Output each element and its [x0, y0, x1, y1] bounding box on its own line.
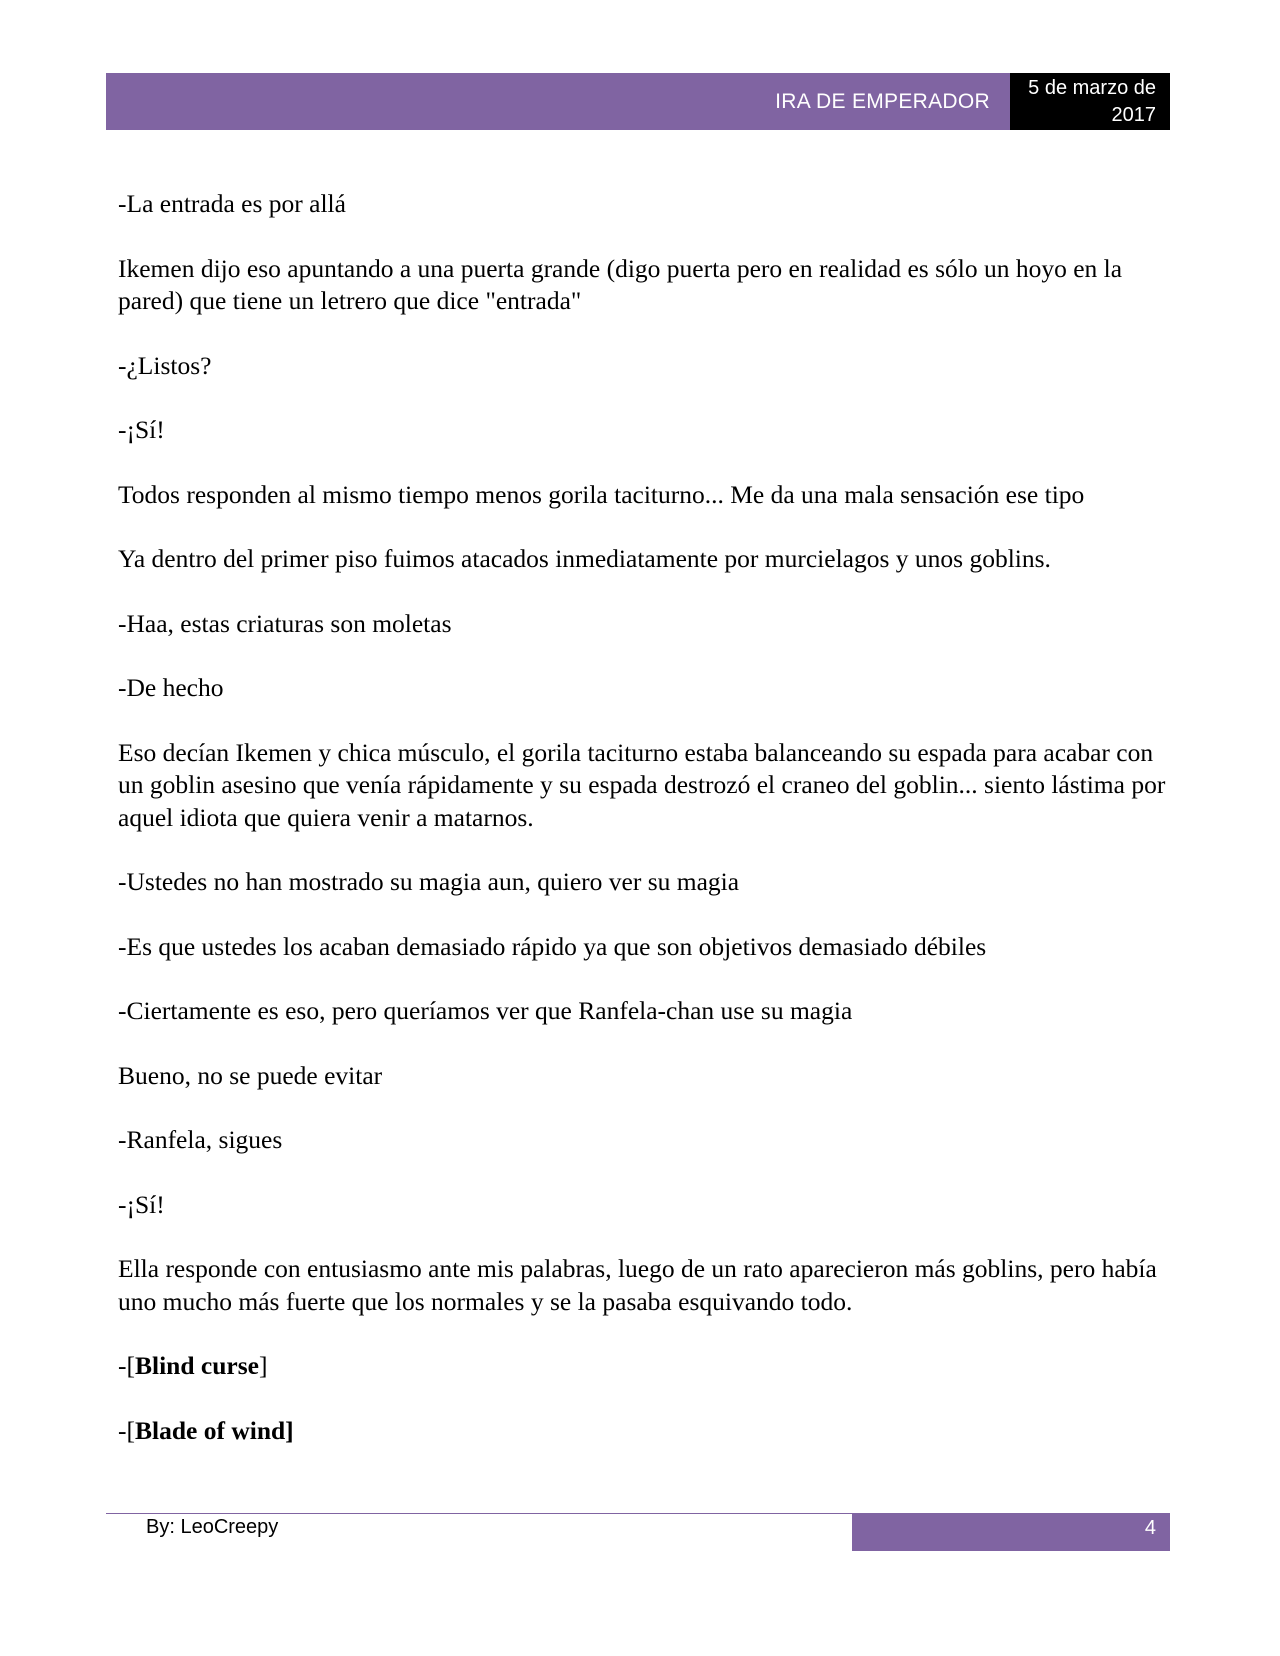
footer-author: By: LeoCreepy — [146, 1516, 279, 1538]
paragraph: -Es que ustedes los acaban demasiado rápido ya que son objetivos demasiado débiles — [118, 931, 987, 961]
header-bar — [106, 73, 1170, 130]
footer-divider — [106, 1513, 852, 1514]
page-number: 4 — [852, 1513, 1170, 1551]
spell-line — [118, 1350, 1168, 1383]
paragraph: -La entrada es por allá — [118, 189, 346, 218]
paragraph: -Ciertamente es eso, pero queríamos ver que Ranfela-chan use su magia — [118, 996, 853, 1025]
paragraph: Todos responden al mismo tiempo menos gorila taciturno... Me da una mala sensación ese tipo — [118, 479, 1085, 509]
paragraph: -Ustedes no han mostrado su magia aun, quiero ver su magia — [118, 867, 740, 896]
paragraph: -De hecho — [118, 673, 224, 702]
spell-name: Blade of wind] — [134, 1415, 294, 1445]
spell-prefix: -[ — [118, 1351, 135, 1380]
spell-name: Blind curse — [134, 1351, 259, 1380]
header-date-line2: 2017 — [1111, 104, 1156, 126]
document-title: IRA DE EMPERADOR — [775, 90, 990, 113]
paragraph: -Ranfela, sigues — [118, 1125, 283, 1154]
spell-line — [118, 1415, 1168, 1448]
body-text — [118, 188, 1168, 1479]
spell-prefix: -[ — [118, 1415, 135, 1445]
header-date-line1: 5 de marzo de — [1028, 77, 1156, 99]
paragraph: -¡Sí! — [118, 415, 165, 444]
paragraph: Bueno, no se puede evitar — [118, 1060, 383, 1090]
paragraph: Ikemen dijo eso apuntando a una puerta grande (digo puerta pero en realidad es sólo un hoyo en la pared) que tiene un letrero que dice "entrada" — [118, 253, 1123, 315]
paragraph: Ya dentro del primer piso fuimos atacados inmediatamente por murcielagos y unos goblins. — [118, 544, 1051, 573]
spell-suffix: ] — [258, 1351, 268, 1380]
paragraph: -¡Sí! — [118, 1189, 165, 1219]
paragraph: Ella responde con entusiasmo ante mis palabras, luego de un rato aparecieron más goblins, pero había uno mucho más fuerte que los normales y se la pasaba esquivando todo. — [118, 1254, 1157, 1316]
paragraph: -¿Listos? — [118, 350, 212, 380]
paragraph: Eso decían Ikemen y chica músculo, el gorila taciturno estaba balanceando su espada para acabar con un goblin asesino que venía rápidamente y su espada destrozó el craneo del goblin... siento lástima por aquel idiota que quiera venir a matarnos. — [118, 737, 1166, 832]
paragraph: -Haa, estas criaturas son moletas — [118, 608, 452, 638]
header-date — [1010, 73, 1170, 130]
